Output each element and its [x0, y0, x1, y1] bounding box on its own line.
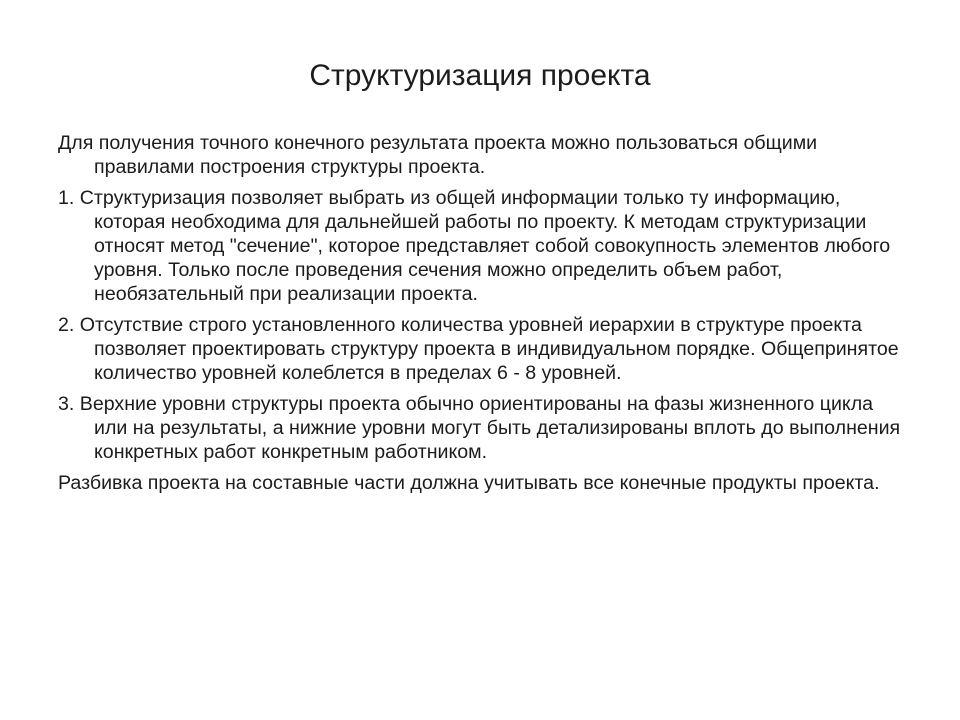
slide-title: Структуризация проекта: [309, 59, 651, 92]
paragraph-rule-2: 2. Отсутствие строго установленного количества уровней иерархии в структуре проекта позволяет проектировать структуру проекта в индивидуальном порядке. Общепринятое количество уровней колеблется в пределах 6 - 8 уровней.: [58, 314, 899, 384]
slide-body: [58, 131, 908, 502]
paragraph-rule-1: 1. Структуризация позволяет выбрать из общей информации только ту информацию, которая необходима для дальнейшей работы по проекту. К методам структуризации относят метод "сечение", которое представляет собой совокупность элементов любого уровня. Только после проведения сечения можно определить объем работ, необязательный при реализации проекта.: [58, 187, 891, 305]
paragraph-rule-3: 3. Верхние уровни структуры проекта обычно ориентированы на фазы жизненного цикла или на результаты, а нижние уровни могут быть детализированы вплоть до выполнения конкретных работ конкретным работником.: [58, 393, 901, 463]
paragraph-intro: Для получения точного конечного результата проекта можно пользоваться общими правилами построения структуры проекта.: [58, 132, 818, 178]
paragraph-conclusion: Разбивка проекта на составные части должна учитывать все конечные продукты проекта.: [58, 472, 880, 494]
